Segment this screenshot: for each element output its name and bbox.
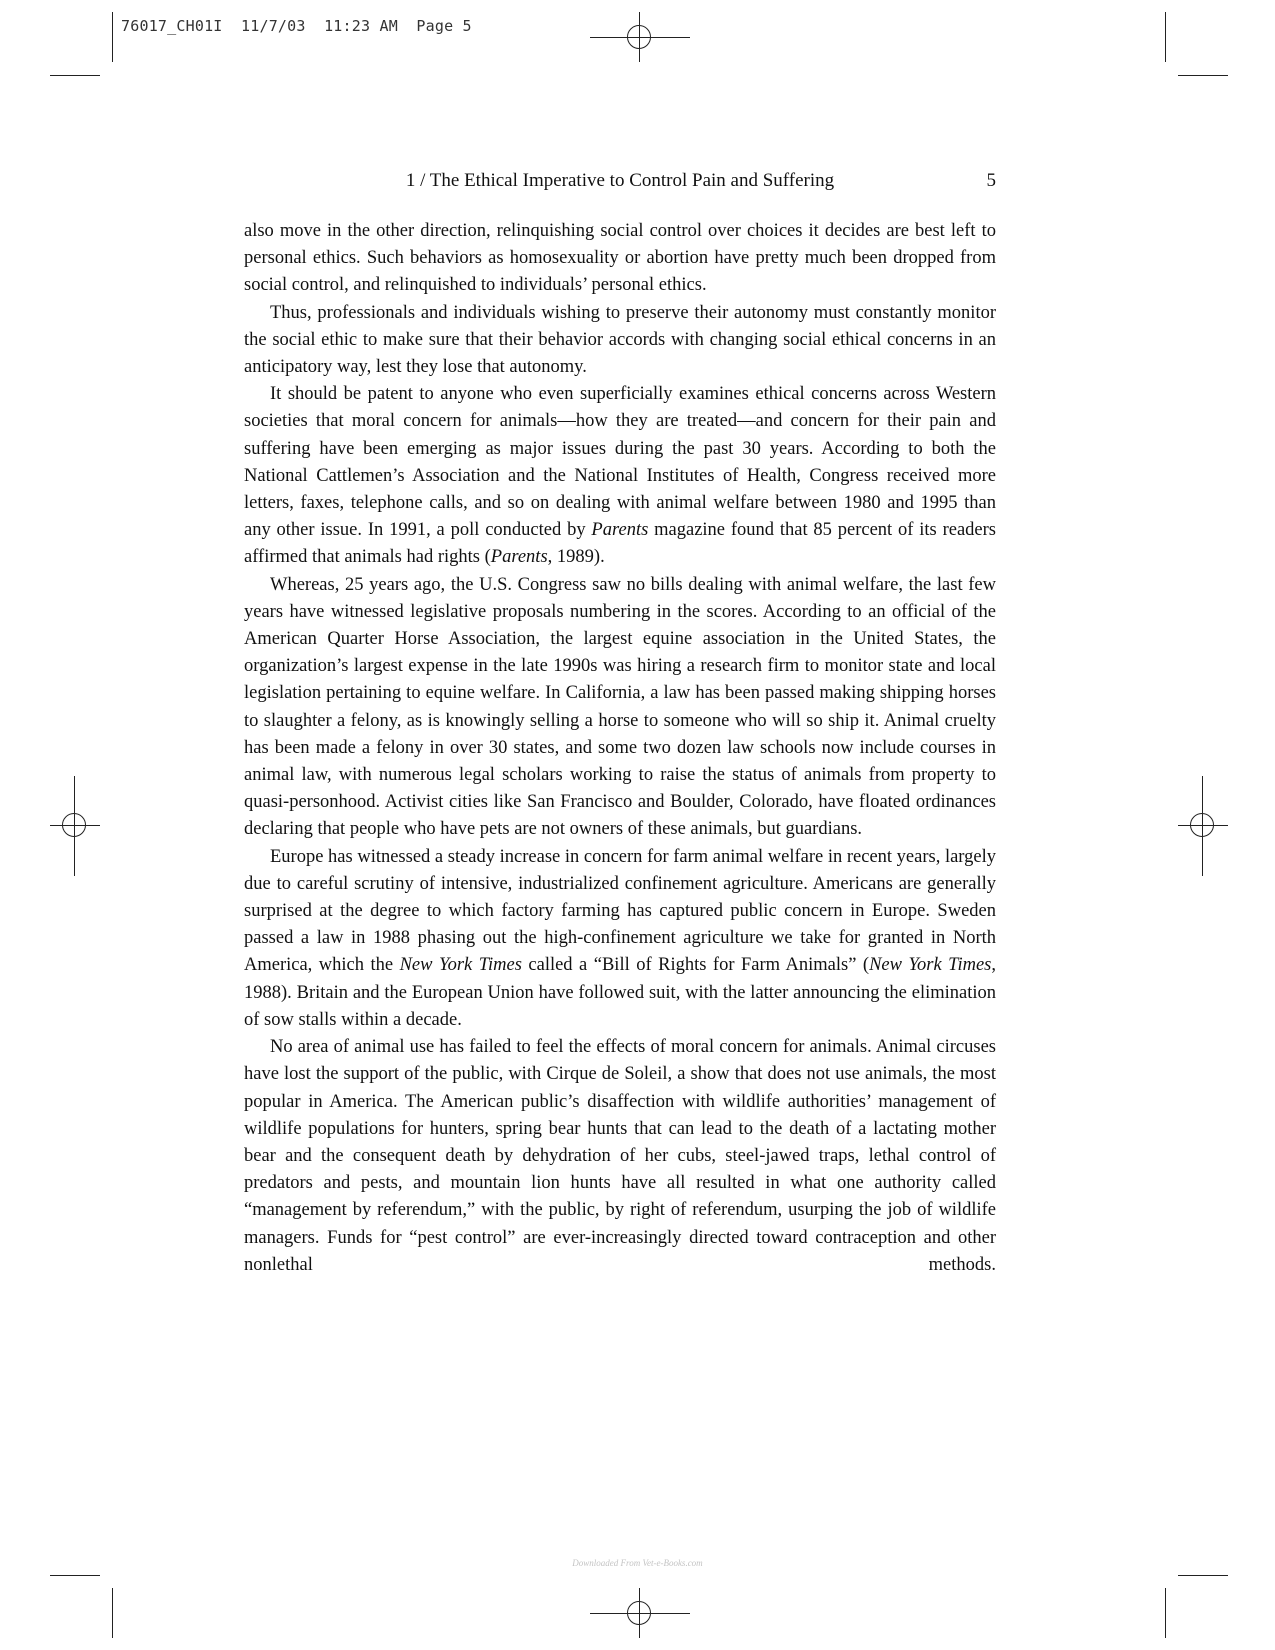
- printer-slug: 76017_CH01I 11/7/03 11:23 AM Page 5: [121, 17, 472, 35]
- paragraph-4: Whereas, 25 years ago, the U.S. Congress saw no bills dealing with animal welfare, the last few years have witnessed legislative proposals numbering in the scores. According to an official of the American Quarter Horse Association, the largest equine association in the United States, the organization’s largest expense in the late 1990s was hiring a research firm to monitor state and local legislation pertaining to equine welfare. In California, a law has been passed making shipping horses to slaughter a felony, as is knowingly selling a horse to someone who will so ship it. Animal cruelty has been made a felony in over 30 states, and some two dozen law schools now include courses in animal law, with numerous legal scholars working to raise the status of animals from property to quasi-personhood. Activist cities like San Francisco and Boulder, Colorado, have floated ordinances declaring that people who have pets are not owners of these animals, but guardians.: [244, 574, 996, 840]
- paragraph-5: Europe has witnessed a steady increase in concern for farm animal welfare in recent years, largely due to careful scrutiny of intensive, industrialized confinement agriculture. Americans are generally surprised at the degree to which factory farming has captured public concern in Europe. Sweden passed a law in 1988 phasing out the high-confinement agriculture we take for granted in North America, which the New York Times called a “Bill of Rights for Farm Animals” (New York Times, 1988). Britain and the European Union have followed suit, with the latter announcing the elimination of sow stalls within a decade.: [244, 846, 996, 1030]
- paragraph-2: Thus, professionals and individuals wishing to preserve their autonomy must constantly monitor the social ethic to make sure that their behavior accords with changing social ethical concerns in an anticipatory way, lest they lose that autonomy.: [244, 302, 996, 378]
- running-head: [244, 170, 996, 196]
- crop-mark: [50, 75, 100, 76]
- publication-title: New York Times: [869, 955, 992, 976]
- paragraph-3: It should be patent to anyone who even superficially examines ethical concerns across Western societies that moral concern for animals—how they are treated—and concern for their pain and suffering have been emerging as major issues during the past 30 years. According to both the National Cattlemen’s Association and the National Institutes of Health, Congress received more letters, faxes, telephone calls, and so on dealing with animal welfare between 1980 and 1995 than any other issue. In 1991, a poll conducted by Parents magazine found that 85 percent of its readers affirmed that animals had rights (Parents, 1989).: [244, 384, 996, 568]
- page-number: 5: [986, 170, 996, 191]
- crop-mark: [1178, 75, 1228, 76]
- crop-mark: [112, 12, 113, 62]
- publication-title: New York Times: [399, 955, 522, 976]
- publication-title: Parents: [591, 520, 649, 541]
- crop-mark: [1165, 1588, 1166, 1638]
- paragraph-1: also move in the other direction, relinquishing social control over choices it decides are best left to personal ethics. Such behaviors as homosexuality or abortion have pretty much been dropped from social control, and relinquished to individuals’ personal ethics.: [244, 221, 996, 296]
- crop-mark: [112, 1588, 113, 1638]
- crop-mark: [1178, 1575, 1228, 1576]
- body-text: [244, 218, 996, 1279]
- paragraph-6: No area of animal use has failed to feel the effects of moral concern for animals. Animal circuses have lost the support of the public, with Cirque de Soleil, a show that does not use animals, the most popular in America. The American public’s disaffection with wildlife authorities’ management of wildlife populations for hunters, spring bear hunts that can lead to the death of a lactating mother bear and the consequent death by dehydration of her cubs, steel-jawed traps, lethal control of predators and pests, and mountain lion hunts have all resulted in what one authority called “management by referendum,” with the public, by right of referendum, usurping the job of wildlife managers. Funds for “pest control” are ever-increasingly directed toward contraception and other nonlethal methods.: [244, 1037, 996, 1275]
- publication-title: Parents: [490, 547, 548, 568]
- watermark: Downloaded From Vet-e-Books.com: [572, 1558, 703, 1568]
- crop-mark: [50, 1575, 100, 1576]
- crop-mark: [1165, 12, 1166, 62]
- chapter-title: 1 / The Ethical Imperative to Control Pain and Suffering: [405, 170, 835, 191]
